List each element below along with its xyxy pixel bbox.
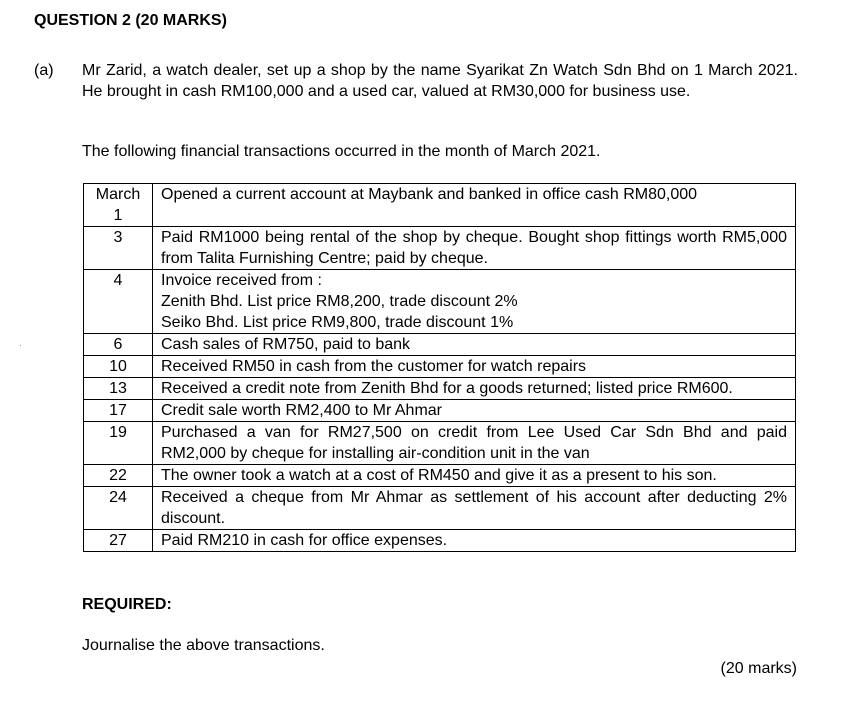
transaction-description [153, 465, 796, 487]
table-row [84, 530, 796, 552]
description-line: Received RM50 in cash from the customer for watch repairs [161, 358, 587, 375]
description-line: Cash sales of RM750, paid to bank [161, 336, 411, 353]
description-line: Invoice received from : [161, 272, 322, 289]
description-line: Credit sale worth RM2,400 to Mr Ahmar [161, 402, 442, 419]
transaction-description [153, 184, 796, 227]
marks-label: (20 marks) [720, 660, 797, 677]
table-row [84, 487, 796, 530]
intro-paragraph: Mr Zarid, a watch dealer, set up a shop by the name Syarikat Zn Watch Sdn Bhd on 1 March 2021. He brought in cash RM100,000 and a used car, valued at RM30,000 for business use. [82, 62, 798, 100]
stray-dot [20, 345, 21, 346]
transaction-date: 17 [84, 400, 153, 422]
description-line: Received a cheque from Mr Ahmar as settlement of his account after deducting 2% discount. [161, 489, 787, 527]
transaction-date: 3 [84, 227, 153, 270]
transaction-description [153, 270, 796, 334]
description-line: Opened a current account at Maybank and banked in office cash RM80,000 [161, 186, 698, 203]
table-row [84, 400, 796, 422]
transaction-date [84, 184, 153, 227]
transaction-date: 19 [84, 422, 153, 465]
table-row [84, 422, 796, 465]
transaction-date: 10 [84, 356, 153, 378]
description-line: Paid RM1000 being rental of the shop by cheque. Bought shop fittings worth RM5,000 from Talita Furnishing Centre; paid by cheque. [161, 229, 787, 267]
description-line: Zenith Bhd. List price RM8,200, trade discount 2% [161, 293, 518, 310]
transaction-date: 24 [84, 487, 153, 530]
transaction-date: 4 [84, 270, 153, 334]
transaction-description [153, 334, 796, 356]
description-line: Purchased a van for RM27,500 on credit from Lee Used Car Sdn Bhd and paid RM2,000 by cheque for installing air-condition unit in the van [161, 424, 787, 462]
task-text: Journalise the above transactions. [82, 637, 325, 654]
description-line: Received a credit note from Zenith Bhd for a goods returned; listed price RM600. [161, 380, 733, 397]
table-row [84, 465, 796, 487]
transaction-date: 13 [84, 378, 153, 400]
table-row [84, 227, 796, 270]
transactions-table [83, 183, 796, 552]
question-title: QUESTION 2 (20 MARKS) [34, 12, 227, 29]
required-heading: REQUIRED: [82, 596, 172, 613]
transaction-date: 27 [84, 530, 153, 552]
transaction-description [153, 400, 796, 422]
transaction-date: 22 [84, 465, 153, 487]
table-row [84, 270, 796, 334]
table-row [84, 334, 796, 356]
transaction-description [153, 530, 796, 552]
table-row [84, 184, 796, 227]
transaction-date: 6 [84, 334, 153, 356]
transaction-description [153, 378, 796, 400]
transaction-description [153, 487, 796, 530]
date-part: 1 [113, 207, 123, 224]
lead-in-text: The following financial transactions occurred in the month of March 2021. [82, 143, 601, 160]
description-line: Seiko Bhd. List price RM9,800, trade discount 1% [161, 314, 514, 331]
transaction-description [153, 422, 796, 465]
transaction-description [153, 356, 796, 378]
table-row [84, 378, 796, 400]
date-part: March [95, 186, 141, 203]
description-line: The owner took a watch at a cost of RM450 and give it as a present to his son. [161, 467, 717, 484]
transaction-description [153, 227, 796, 270]
table-row [84, 356, 796, 378]
part-label: (a) [34, 62, 54, 79]
description-line: Paid RM210 in cash for office expenses. [161, 532, 448, 549]
